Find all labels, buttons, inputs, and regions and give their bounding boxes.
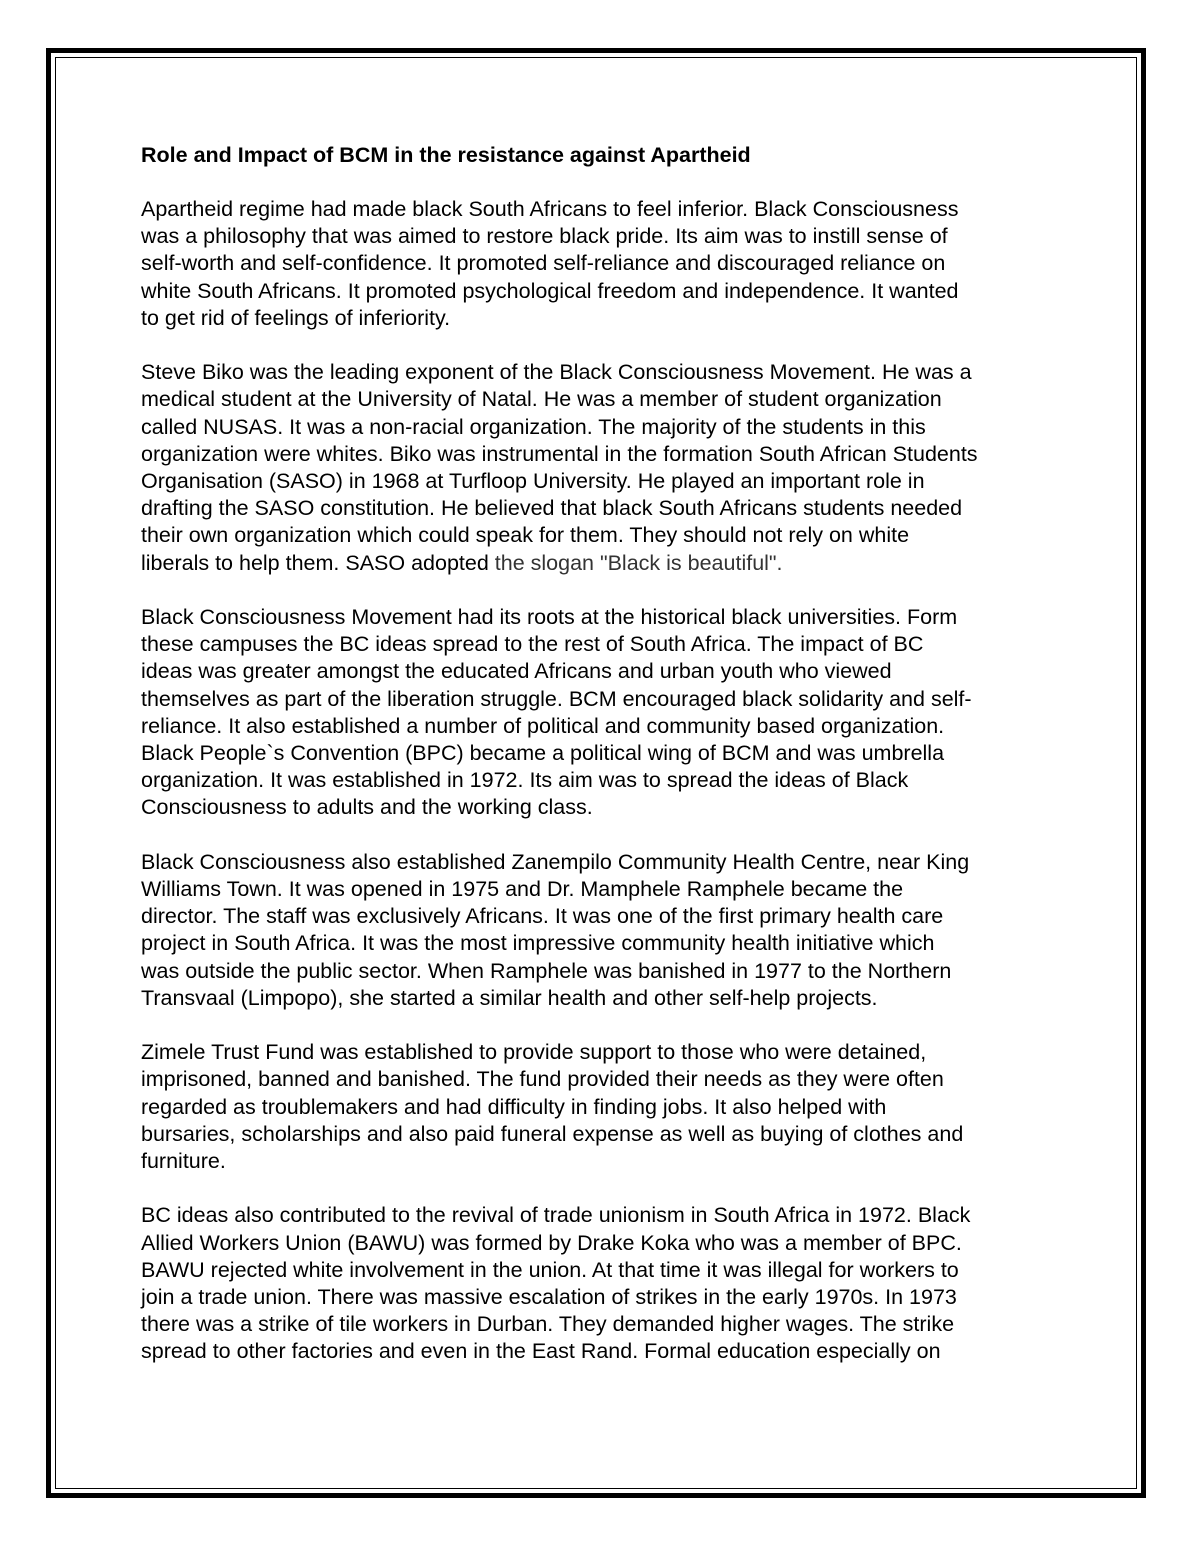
text-line: imprisoned, banned and banished. The fund provided their needs as they were often: [141, 1067, 944, 1092]
text-line: organization were whites. Biko was instrumental in the formation South African Students: [141, 441, 978, 466]
slogan-text: the slogan "Black is beautiful".: [488, 550, 783, 575]
text-line: Steve Biko was the leading exponent of the Black Consciousness Movement. He was a: [141, 360, 972, 385]
text-line: their own organization which could speak for them. They should not rely on white: [141, 523, 910, 548]
text-line: Organisation (SASO) in 1968 at Turfloop University. He played an important role in: [141, 469, 925, 494]
text-line: BAWU rejected white involvement in the union. At that time it was illegal for workers to: [141, 1257, 959, 1282]
paragraph-6: [141, 1202, 1071, 1365]
text-line: project in South Africa. It was the most impressive community health initiative which: [141, 931, 935, 956]
text-line: these campuses the BC ideas spread to the rest of South Africa. The impact of BC: [141, 632, 924, 657]
text-line: reliance. It also established a number of political and community based organization.: [141, 713, 945, 738]
text-line: furniture.: [141, 1149, 226, 1174]
text-line: to get rid of feelings of inferiority.: [141, 305, 451, 330]
text-line: Black Consciousness also established Zanempilo Community Health Centre, near King: [141, 849, 970, 874]
paragraph-3: [141, 604, 1071, 822]
text-line: themselves as part of the liberation struggle. BCM encouraged black solidarity and self-: [141, 686, 972, 711]
text-line: Williams Town. It was opened in 1975 and Dr. Mamphele Ramphele became the: [141, 877, 904, 902]
text-line: Black Consciousness Movement had its roots at the historical black universities. Form: [141, 605, 958, 630]
text-line: drafting the SASO constitution. He believed that black South Africans students needed: [141, 496, 963, 521]
text-line: there was a strike of tile workers in Durban. They demanded higher wages. The strike: [141, 1312, 955, 1337]
text-line: join a trade union. There was massive escalation of strikes in the early 1970s. In 1973: [141, 1285, 957, 1310]
text-line: organization. It was established in 1972. Its aim was to spread the ideas of Black: [141, 768, 909, 793]
text-line-mixed: [141, 550, 1071, 577]
text-line: Apartheid regime had made black South Africans to feel inferior. Black Consciousness: [141, 197, 959, 221]
paragraph-2: [141, 359, 1071, 577]
text-line: was a philosophy that was aimed to restore black pride. Its aim was to instill sense of: [141, 224, 948, 249]
text-line: bursaries, scholarships and also paid funeral expense as well as buying of clothes and: [141, 1121, 964, 1146]
text-line: was outside the public sector. When Ramphele was banished in 1977 to the Northern: [141, 958, 952, 983]
text-line: regarded as troublemakers and had difficulty in finding jobs. It also helped with: [141, 1094, 887, 1119]
paragraph-4: [141, 849, 1071, 1012]
document-body: [141, 142, 1071, 1393]
text-line: called NUSAS. It was a non-racial organization. The majority of the students in this: [141, 414, 926, 439]
text-line: medical student at the University of Natal. He was a member of student organization: [141, 387, 942, 412]
paragraph-1: [141, 196, 1071, 332]
text-line: Consciousness to adults and the working class.: [141, 795, 593, 820]
text-line: white South Africans. It promoted psychological freedom and independence. It wanted: [141, 278, 959, 303]
document-title: Role and Impact of BCM in the resistance against Apartheid: [141, 143, 751, 167]
text-line: Transvaal (Limpopo), she started a similar health and other self-help projects.: [141, 985, 878, 1010]
text-line: BC ideas also contributed to the revival of trade unionism in South Africa in 1972. Black: [141, 1203, 971, 1228]
text-line: Black People`s Convention (BPC) became a political wing of BCM and was umbrella: [141, 741, 945, 766]
text-line: self-worth and self-confidence. It promoted self-reliance and discouraged reliance on: [141, 251, 946, 276]
paragraph-5: [141, 1039, 1071, 1175]
text-line: Zimele Trust Fund was established to provide support to those who were detained,: [141, 1040, 927, 1065]
text-line: spread to other factories and even in the East Rand. Formal education especially on: [141, 1339, 941, 1364]
text-line: ideas was greater amongst the educated Africans and urban youth who viewed: [141, 659, 892, 684]
text-line: Allied Workers Union (BAWU) was formed by Drake Koka who was a member of BPC.: [141, 1230, 962, 1255]
text-line: director. The staff was exclusively Africans. It was one of the first primary health care: [141, 904, 944, 929]
text-segment: liberals to help them. SASO adopted: [141, 550, 489, 575]
